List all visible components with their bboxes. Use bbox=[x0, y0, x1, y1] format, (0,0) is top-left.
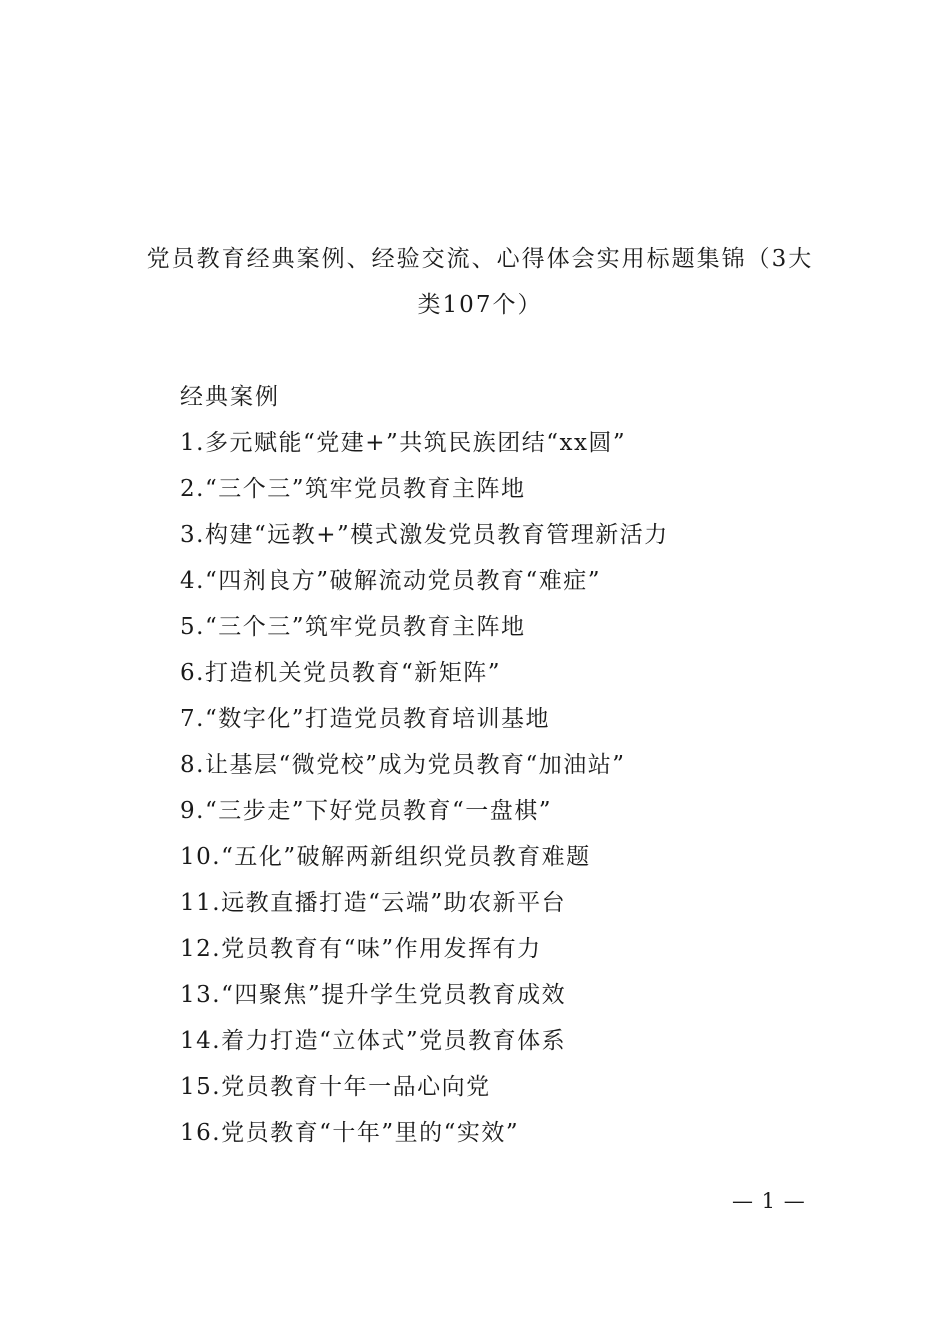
case-title-list bbox=[180, 423, 669, 1159]
list-item: 11.远教直播打造“云端”助农新平台 bbox=[180, 890, 567, 916]
list-item: 1.多元赋能“党建+”共筑民族团结“xx圆” bbox=[180, 430, 627, 456]
page-number: — 1 — bbox=[732, 1189, 806, 1213]
list-item: 6.打造机关党员教育“新矩阵” bbox=[180, 660, 501, 686]
list-item: 3.构建“远教+”模式激发党员教育管理新活力 bbox=[180, 522, 669, 548]
list-item: 10.“五化”破解两新组织党员教育难题 bbox=[180, 844, 591, 870]
section-heading: 经典案例 bbox=[180, 384, 280, 410]
list-item: 12.党员教育有“味”作用发挥有力 bbox=[180, 936, 542, 962]
list-item: 16.党员教育“十年”里的“实效” bbox=[180, 1120, 520, 1146]
list-item: 13.“四聚焦”提升学生党员教育成效 bbox=[180, 982, 567, 1008]
list-item: 14.着力打造“立体式”党员教育体系 bbox=[180, 1028, 567, 1054]
list-item: 5.“三个三”筑牢党员教育主阵地 bbox=[180, 614, 526, 640]
list-item: 2.“三个三”筑牢党员教育主阵地 bbox=[180, 476, 526, 502]
list-item: 15.党员教育十年一品心向党 bbox=[180, 1074, 491, 1100]
list-item: 8.让基层“微党校”成为党员教育“加油站” bbox=[180, 752, 626, 778]
list-item: 4.“四剂良方”破解流动党员教育“难症” bbox=[180, 568, 601, 594]
list-item: 7.“数字化”打造党员教育培训基地 bbox=[180, 706, 550, 732]
document-title bbox=[130, 236, 830, 328]
title-line-1: 党员教育经典案例、经验交流、心得体会实用标题集锦（3大 bbox=[146, 246, 814, 272]
list-item: 9.“三步走”下好党员教育“一盘棋” bbox=[180, 798, 552, 824]
title-line-2: 类107个） bbox=[417, 292, 543, 318]
